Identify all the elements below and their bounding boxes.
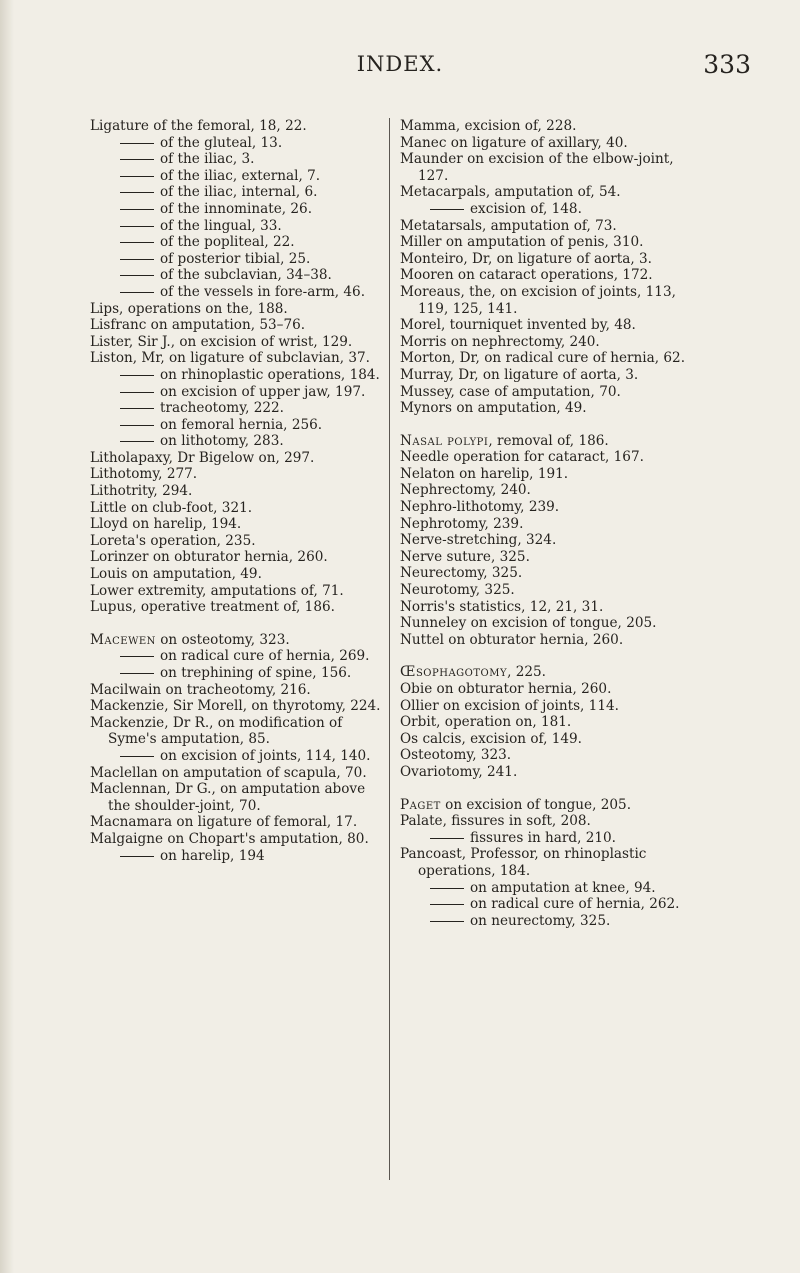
entry-text: Lithotrity, 294. [90,483,193,500]
entry-text: Œsophagotomy, 225. [400,664,546,681]
entry-text: Ovariotomy, 241. [400,763,518,780]
entry-text: on trephining of spine, 156. [160,665,352,681]
index-entry [400,466,700,483]
entry-text: Nephro-lithotomy, 239. [400,499,560,516]
ditto-dash [430,888,464,889]
entry-text: Liston, Mr, on ligature of subclavian, 37. [90,350,370,367]
entry-text: Maclellan on amputation of scapula, 70. [90,764,367,781]
entry-text: Morel, tourniquet invented by, 48. [400,317,636,334]
index-entry [90,334,386,351]
entry-text: Orbit, operation on, 181. [400,714,572,731]
entry-text: on amputation at knee, 94. [470,879,656,896]
index-subentry [400,880,700,897]
ditto-dash [120,856,154,857]
index-entry [400,599,700,616]
entry-text: of the iliac, internal, 6. [160,184,318,201]
index-entry [90,466,386,483]
entry-text: Loreta's operation, 235. [90,532,256,549]
entry-text: Obie on obturator hernia, 260. [400,681,612,697]
index-entry [400,218,700,235]
entry-text: Monteiro, Dr, on ligature of aorta, 3. [400,250,652,267]
ditto-dash [120,441,154,442]
index-entry [400,251,700,268]
entry-text: Mynors on amputation, 49. [400,400,587,417]
index-subentry [90,400,386,417]
index-entry [400,664,700,681]
index-entry [400,632,700,649]
entry-text: of the iliac, 3. [160,151,255,168]
index-column-left [90,118,386,864]
entry-text: Mackenzie, Sir Morell, on thyrotomy, 224. [90,698,381,715]
entry-text: Nephrotomy, 239. [400,515,524,532]
index-entry [400,317,700,334]
entry-text: Macnamara on ligature of femoral, 17. [90,814,358,831]
index-subentry [90,648,386,665]
running-title: INDEX. [356,52,444,76]
section-gap [400,781,700,797]
index-subentry [400,913,700,930]
index-entry [400,549,700,566]
index-subentry [90,135,386,152]
index-entry [400,334,700,351]
index-subentry [90,151,386,168]
index-entry [90,483,386,500]
ditto-dash [120,392,154,393]
entry-text: Macewen on osteotomy, 323. [90,631,290,648]
index-entry [400,813,700,830]
ditto-dash [120,673,154,674]
index-entry [90,516,386,533]
index-entry [400,681,700,698]
entry-text: Nuttel on obturator hernia, 260. [400,631,624,648]
entry-text: of the vessels in fore-arm, 46. [160,283,366,300]
entry-text: Lithotomy, 277. [90,466,198,483]
index-subentry [90,848,386,865]
index-entry [400,367,700,384]
entry-text: Lips, operations on the, 188. [90,300,288,317]
entry-text: Nelaton on harelip, 191. [400,465,569,482]
ditto-dash [120,425,154,426]
entry-text: Os calcis, excision of, 149. [400,730,582,747]
entry-text: Norris's statistics, 12, 21, 31. [400,598,604,615]
index-entry [400,846,700,879]
index-subentry [90,234,386,251]
entry-text: Mackenzie, Dr R., on modification of Syme's amputation, 85. [90,714,343,748]
entry-text: on lithotomy, 283. [160,433,284,450]
entry-text: of the gluteal, 13. [160,134,283,151]
entry-text: Lorinzer on obturator hernia, 260. [90,549,328,566]
index-entry [400,731,700,748]
index-entry [400,135,700,152]
index-entry [90,831,386,848]
index-entry [90,350,386,367]
index-entry [400,151,700,184]
entry-text: Morton, Dr, on radical cure of hernia, 62. [400,350,686,367]
entry-text: Louis on amputation, 49. [90,566,262,583]
index-entry [90,549,386,566]
ditto-dash [120,756,154,757]
column-divider [389,118,390,1180]
entry-text: Nasal polypi, removal of, 186. [400,432,609,449]
entry-text: fissures in hard, 210. [470,829,617,846]
index-entry [90,566,386,583]
index-entry [90,533,386,550]
index-entry [400,267,700,284]
entry-text: tracheotomy, 222. [160,400,284,417]
index-entry [400,184,700,201]
entry-text: Murray, Dr, on ligature of aorta, 3. [400,366,639,383]
index-entry [400,565,700,582]
entry-text: Miller on amputation of penis, 310. [400,234,644,251]
index-entry [90,500,386,517]
entry-text: Lower extremity, amputations of, 71. [90,582,344,599]
index-subentry [90,748,386,765]
ditto-dash [120,226,154,227]
index-subentry [90,201,386,218]
entry-text: on rhinoplastic operations, 184. [160,366,380,383]
section-gap [400,417,700,433]
index-subentry [90,267,386,284]
ditto-dash [120,176,154,177]
ditto-dash [120,192,154,193]
entry-text: Osteotomy, 323. [400,747,512,764]
index-subentry [90,168,386,185]
ditto-dash [430,838,464,839]
index-subentry [90,251,386,268]
ditto-dash [430,921,464,922]
entry-text: Little on club-foot, 321. [90,499,253,516]
ditto-dash [120,656,154,657]
entry-text: Macilwain on tracheotomy, 216. [90,681,311,698]
entry-text: on excision of joints, 114, 140. [160,747,371,764]
index-entry [90,599,386,616]
ditto-dash [120,408,154,409]
index-subentry [400,830,700,847]
index-subentry [90,665,386,682]
entry-text: Maclennan, Dr G., on amputation above the shoulder-joint, 70. [90,781,366,814]
entry-text: Malgaigne on Chopart's amputation, 80. [90,830,369,847]
entry-text: Lister, Sir J., on excision of wrist, 129. [90,333,353,350]
ditto-dash [120,143,154,144]
index-entry [90,583,386,600]
index-subentry [90,384,386,401]
index-entry [400,532,700,549]
index-subentry [90,417,386,434]
entry-text: Metacarpals, amputation of, 54. [400,184,621,201]
entry-text: of the subclavian, 34–38. [160,267,332,284]
index-column-right [400,118,700,929]
entry-text: Ligature of the femoral, 18, 22. [90,118,307,134]
entry-text: Nunneley on excision of tongue, 205. [400,615,657,632]
page-number: 333 [703,50,751,79]
ditto-dash [430,904,464,905]
entry-text: Litholapaxy, Dr Bigelow on, 297. [90,449,315,466]
entry-text: on excision of upper jaw, 197. [160,383,366,400]
index-entry [400,499,700,516]
index-subentry [400,201,700,218]
index-entry [400,449,700,466]
index-entry [90,715,386,748]
index-entry [400,433,700,450]
index-entry [90,317,386,334]
ditto-dash [120,209,154,210]
index-entry [400,118,700,135]
index-entry [400,284,700,317]
index-entry [90,682,386,699]
entry-text: excision of, 148. [470,200,582,217]
index-entry [400,516,700,533]
index-entry [400,615,700,632]
ditto-dash [120,292,154,293]
ditto-dash [120,242,154,243]
index-entry [90,450,386,467]
entry-text: on neurectomy, 325. [470,912,611,929]
index-subentry [90,367,386,384]
ditto-dash [120,159,154,160]
entry-text: Lloyd on harelip, 194. [90,516,242,533]
index-subentry [90,218,386,235]
entry-text: Nerve suture, 325. [400,548,530,565]
entry-text: Nephrectomy, 240. [400,482,531,499]
entry-text: of the lingual, 33. [160,217,282,234]
entry-text: Morris on nephrectomy, 240. [400,333,600,350]
entry-text: on radical cure of hernia, 269. [160,648,370,665]
entry-text: Neurectomy, 325. [400,565,523,582]
page-edge-shadow [0,0,14,1273]
entry-text: Ollier on excision of joints, 114. [400,697,619,714]
entry-text: on femoral hernia, 256. [160,416,323,433]
entry-text: on radical cure of hernia, 262. [470,896,680,913]
index-entry [400,400,700,417]
entry-text: Palate, fissures in soft, 208. [400,813,591,830]
ditto-dash [120,375,154,376]
entry-text: of posterior tibial, 25. [160,250,311,267]
entry-text: Metatarsals, amputation of, 73. [400,217,617,234]
entry-text: Lupus, operative treatment of, 186. [90,599,335,616]
index-entry [90,814,386,831]
entry-text: Neurotomy, 325. [400,582,515,599]
index-entry [90,698,386,715]
section-gap [90,616,386,632]
index-entry [400,714,700,731]
entry-text: Nerve-stretching, 324. [400,532,557,549]
entry-text: of the popliteal, 22. [160,234,295,251]
entry-text: of the iliac, external, 7. [160,167,321,184]
entry-text: Paget on excision of tongue, 205. [400,796,632,813]
index-entry [90,118,386,135]
index-entry [400,797,700,814]
entry-text: Lisfranc on amputation, 53–76. [90,317,306,334]
index-subentry [90,184,386,201]
index-subentry [90,284,386,301]
entry-text: Mamma, excision of, 228. [400,118,577,134]
index-entry [400,350,700,367]
entry-text: Manec on ligature of axillary, 40. [400,134,628,151]
index-entry [400,582,700,599]
entry-text: Mussey, case of amputation, 70. [400,383,621,400]
entry-text: of the innominate, 26. [160,200,313,217]
ditto-dash [120,275,154,276]
index-entry [400,234,700,251]
entry-text: Moreaus, the, on excision of joints, 113, 119, 125, 141. [400,283,676,317]
index-entry [400,764,700,781]
index-entry [400,698,700,715]
index-subentry [400,896,700,913]
index-subentry [90,433,386,450]
index-entry [400,384,700,401]
index-entry [90,632,386,649]
entry-text: on harelip, 194 [160,847,265,864]
ditto-dash [430,209,464,210]
index-entry [90,301,386,318]
entry-text: Pancoast, Professor, on rhinoplastic operations, 184. [400,846,647,879]
index-entry [90,781,386,814]
ditto-dash [120,259,154,260]
entry-text: Maunder on excision of the elbow-joint, 127. [400,151,674,184]
index-entry [400,747,700,764]
section-gap [400,648,700,664]
index-entry [400,482,700,499]
page-header [0,52,800,86]
index-entry [90,765,386,782]
entry-text: Needle operation for cataract, 167. [400,449,644,466]
entry-text: Mooren on cataract operations, 172. [400,267,653,284]
